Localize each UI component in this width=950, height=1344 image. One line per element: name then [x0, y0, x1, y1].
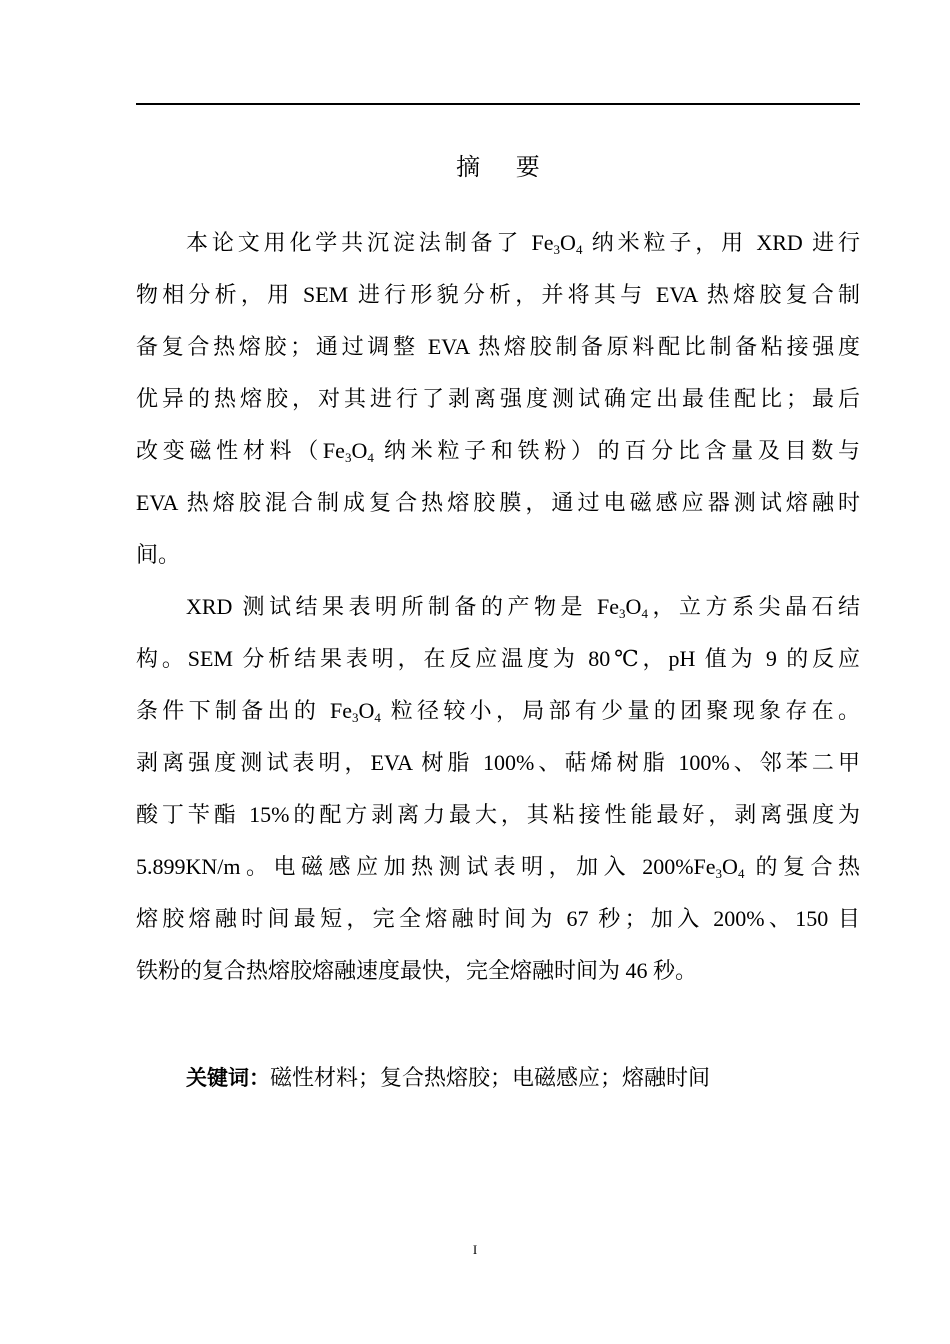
p1-line-7: 间。 [136, 542, 181, 567]
abstract-body [136, 217, 860, 997]
p1-line-5: 改变磁性材料（$Fe_3O_4$ 纳米粒子和铁粉）的百分比含量及目数与 [136, 438, 860, 465]
p1-line-6: EVA 热熔胶混合制成复合热熔胶膜，通过电磁感应器测试熔融时 [136, 490, 860, 515]
keywords [186, 1058, 710, 1098]
p2-line-4: 剥离强度测试表明，EVA 树脂 100%、萜烯树脂 100%、邻苯二甲 [136, 750, 860, 775]
abstract-title: 摘 要 [456, 153, 554, 181]
p2-line-2: 构。SEM 分析结果表明，在反应温度为 80℃，pH 值为 9 的反应 [136, 646, 860, 671]
p1-line-1: 本论文用化学共沉淀法制备了 $Fe_3O_4$ 纳米粒子，用 XRD 进行 [186, 230, 860, 257]
p2-line-5: 酸丁苄酯 15%的配方剥离力最大，其粘接性能最好，剥离强度为 [136, 802, 860, 827]
p2-line-6: 5.899KN/m。电磁感应加热测试表明，加入 $200\%Fe_3O_4$ 的复合热 [136, 854, 860, 881]
keywords-text: 磁性材料；复合热熔胶；电磁感应；熔融时间 [270, 1065, 711, 1090]
p2-line-7: 熔胶熔融时间最短，完全熔融时间为 67 秒；加入 200%、150 目 [136, 906, 860, 931]
p1-line-3: 备复合热熔胶；通过调整 EVA 热熔胶制备原料配比制备粘接强度 [136, 334, 860, 359]
p1-line-4: 优异的热熔胶，对其进行了剥离强度测试确定出最佳配比；最后 [136, 386, 860, 411]
header-rule [136, 103, 860, 105]
keywords-label: 关键词： [186, 1066, 270, 1090]
p1-line-2: 物相分析，用 SEM 进行形貌分析，并将其与 EVA 热熔胶复合制 [136, 282, 860, 307]
p2-line-1: XRD 测试结果表明所制备的产物是 $Fe_3O_4$，立方系尖晶石结 [186, 594, 860, 621]
p2-line-3: 条件下制备出的 $Fe_3O_4$ 粒径较小，局部有少量的团聚现象存在。 [136, 698, 860, 725]
p2-line-8: 铁粉的复合热熔胶熔融速度最快，完全熔融时间为 46 秒。 [136, 958, 698, 983]
page-number: I [472, 1242, 478, 1257]
